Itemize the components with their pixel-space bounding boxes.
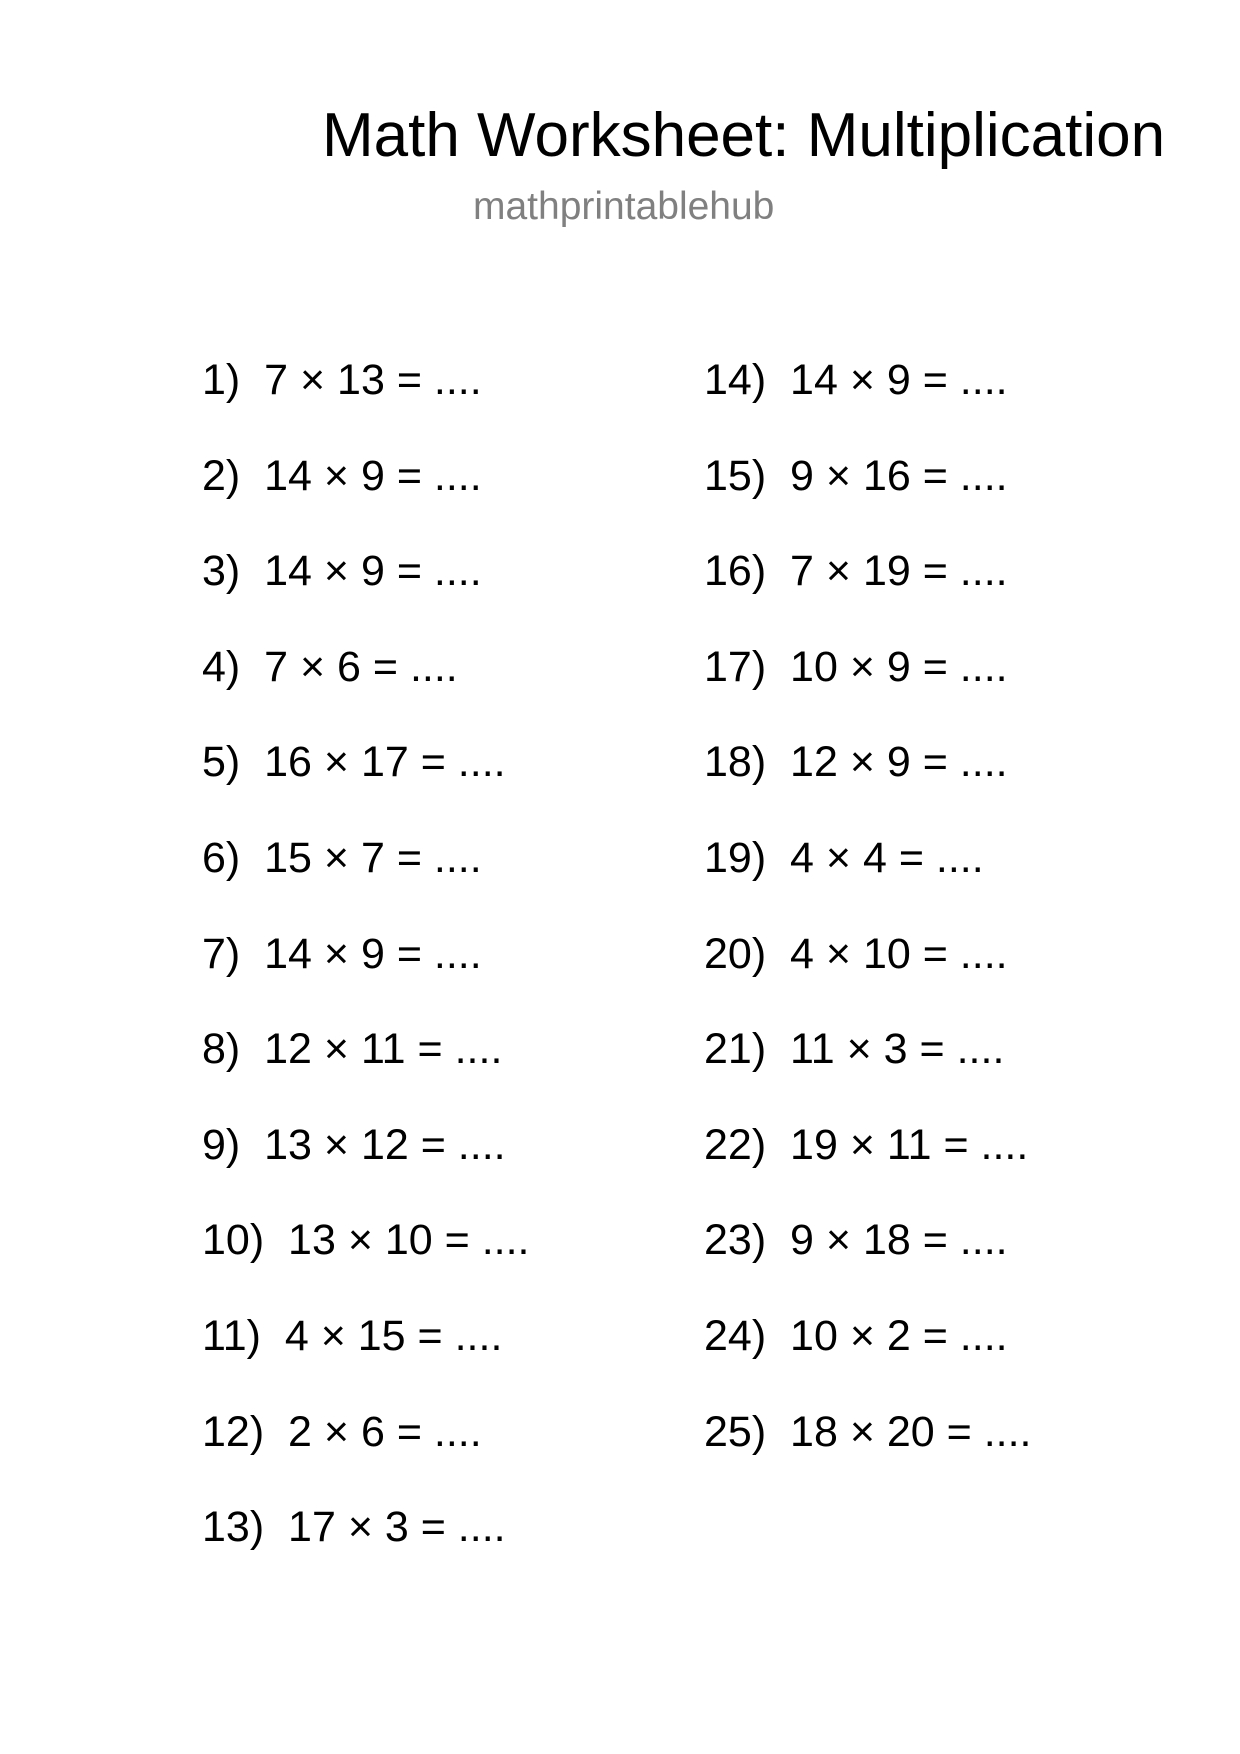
worksheet-title: Math Worksheet: Multiplication <box>322 101 1166 170</box>
problem-item: 21) 11 × 3 = .... <box>704 1025 1005 1074</box>
problem-item: 22) 19 × 11 = .... <box>704 1120 1029 1169</box>
problem-item: 1) 7 × 13 = .... <box>202 356 482 404</box>
problem-item: 6) 15 × 7 = .... <box>202 833 482 882</box>
problem-item: 5) 16 × 17 = .... <box>202 738 506 787</box>
problem-item: 16) 7 × 19 = .... <box>704 547 1008 596</box>
problem-item: 9) 13 × 12 = .... <box>202 1120 506 1169</box>
problem-item: 10) 13 × 10 = .... <box>202 1216 530 1265</box>
worksheet-source: mathprintablehub <box>473 185 775 228</box>
problem-item: 19) 4 × 4 = .... <box>704 833 984 882</box>
problem-item: 17) 10 × 9 = .... <box>704 642 1008 691</box>
problem-item: 15) 9 × 16 = .... <box>704 451 1008 500</box>
problem-item: 24) 10 × 2 = .... <box>704 1311 1008 1360</box>
problem-item: 25) 18 × 20 = .... <box>704 1407 1032 1456</box>
problem-item: 13) 17 × 3 = .... <box>202 1503 506 1552</box>
problem-column-right <box>704 352 1032 1499</box>
problem-item: 3) 14 × 9 = .... <box>202 547 482 596</box>
problem-item: 20) 4 × 10 = .... <box>704 929 1008 978</box>
problem-item: 7) 14 × 9 = .... <box>202 929 482 978</box>
problem-item: 4) 7 × 6 = .... <box>202 642 458 691</box>
problem-column-left <box>202 352 530 1595</box>
problem-item: 12) 2 × 6 = .... <box>202 1407 482 1456</box>
problem-item: 8) 12 × 11 = .... <box>202 1025 503 1074</box>
problem-item: 23) 9 × 18 = .... <box>704 1216 1008 1265</box>
problem-item: 11) 4 × 15 = .... <box>202 1311 503 1360</box>
problem-item: 14) 14 × 9 = .... <box>704 356 1008 404</box>
problem-item: 18) 12 × 9 = .... <box>704 738 1008 787</box>
problem-item: 2) 14 × 9 = .... <box>202 451 482 500</box>
